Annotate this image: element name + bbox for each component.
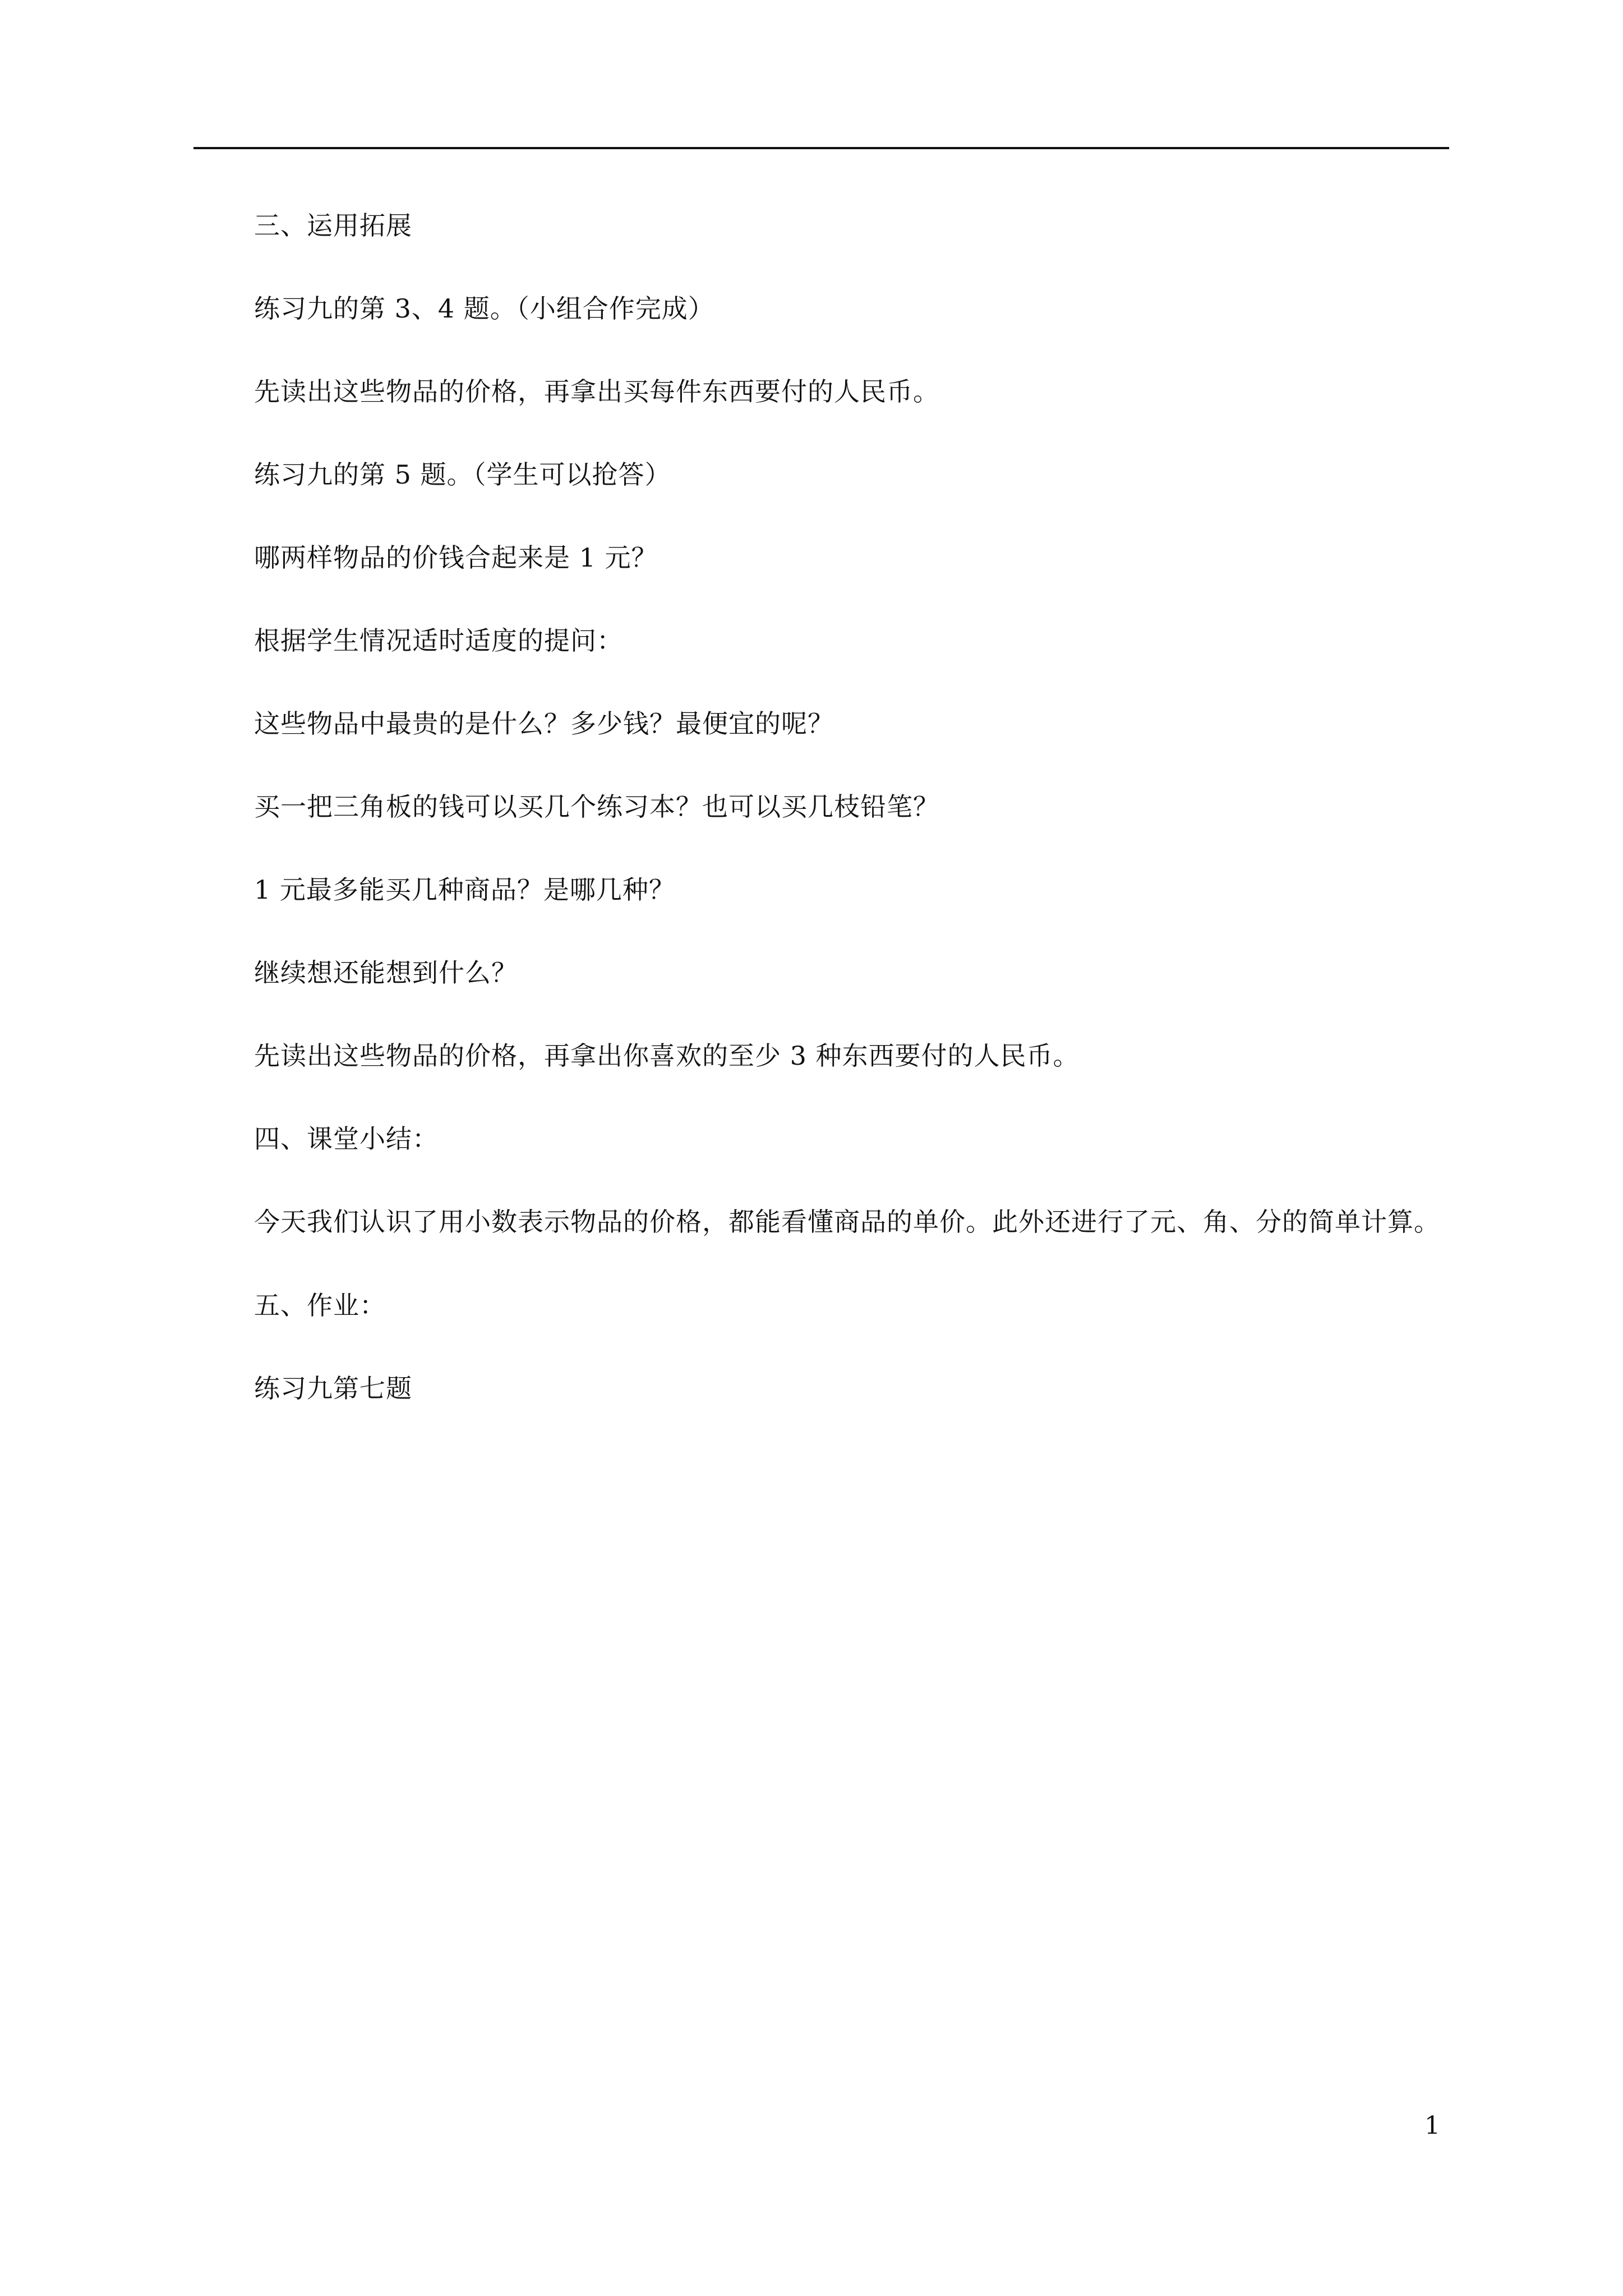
section-heading-3: 三、运用拓展 xyxy=(254,210,412,241)
section-heading-5: 五、作业： xyxy=(254,1290,386,1320)
summary-paragraph: 今天我们认识了用小数表示物品的价格，都能看懂商品的单价。此外还进行了元、角、分的简单计算。 xyxy=(254,1207,1440,1237)
section-heading-4: 四、课堂小结： xyxy=(254,1124,439,1154)
paragraph: 先读出这些物品的价格，再拿出买每件东西要付的人民币。 xyxy=(254,376,939,407)
paragraph: 买一把三角板的钱可以买几个练习本？也可以买几枝铅笔？ xyxy=(254,792,939,822)
document-body xyxy=(193,209,1449,1405)
paragraph: 1 元最多能买几种商品？是哪几种？ xyxy=(254,875,675,905)
paragraph: 继续想还能想到什么？ xyxy=(254,958,518,988)
paragraph: 根据学生情况适时适度的提问： xyxy=(254,625,623,656)
header-rule xyxy=(193,147,1449,149)
paragraph: 练习九第七题 xyxy=(254,1373,412,1404)
paragraph: 先读出这些物品的价格，再拿出你喜欢的至少 3 种东西要付的人民币。 xyxy=(254,1041,1080,1071)
paragraph: 哪两样物品的价钱合起来是 1 元？ xyxy=(254,542,658,573)
paragraph: 这些物品中最贵的是什么？多少钱？最便宜的呢？ xyxy=(254,708,834,739)
paragraph: 练习九的第 3、4 题。（小组合作完成） xyxy=(254,293,714,324)
page-number: 1 xyxy=(1424,2111,1440,2140)
paragraph: 练习九的第 5 题。（学生可以抢答） xyxy=(254,459,671,490)
